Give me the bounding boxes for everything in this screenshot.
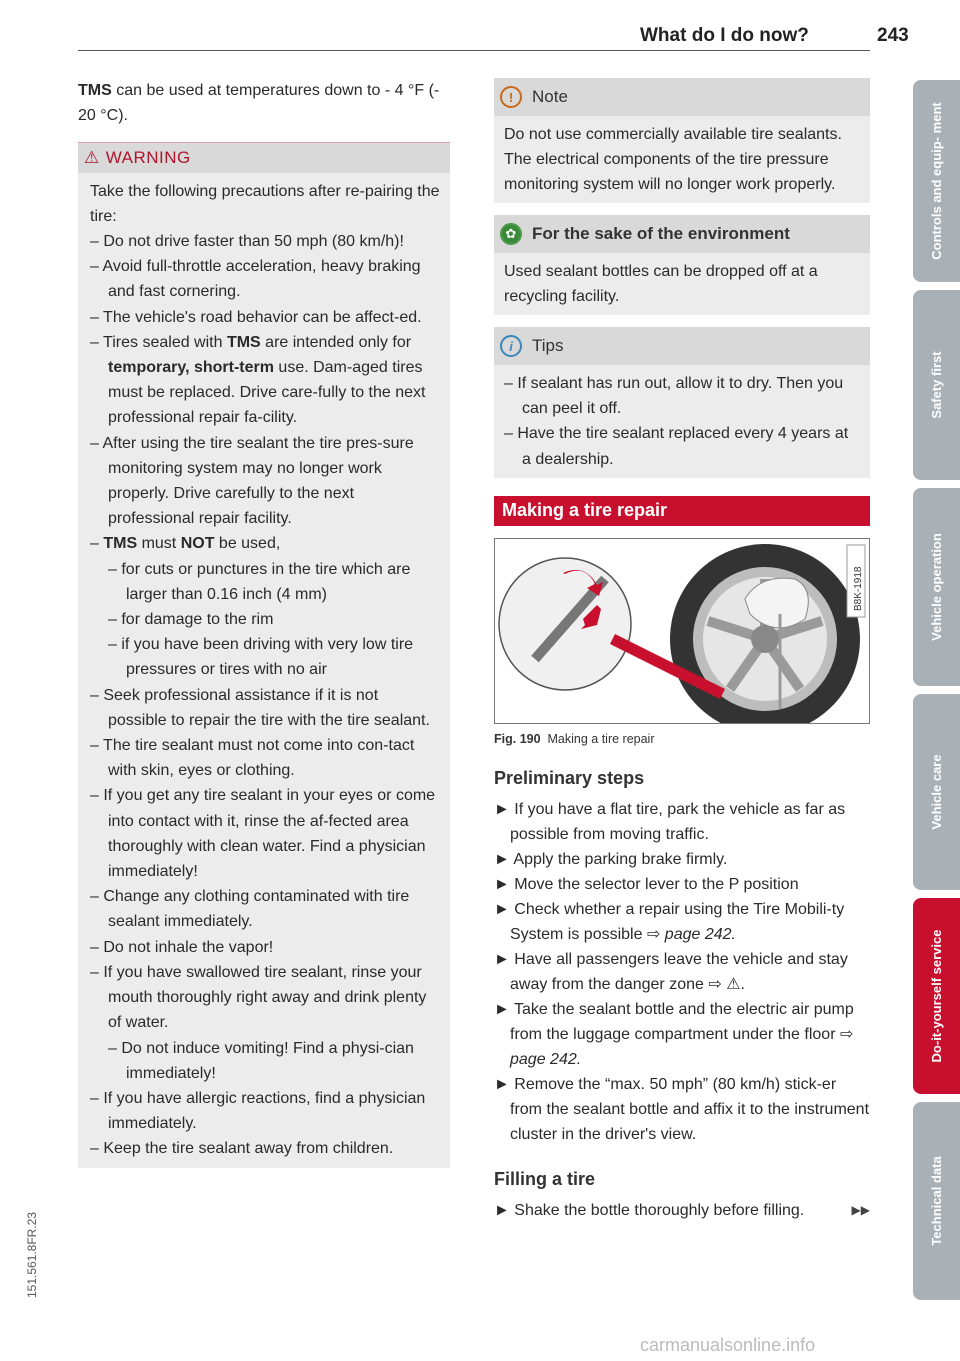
step-item: ► Take the sealant bottle and the electric air pump from the luggage compartment under the floor ⇨ page 242. — [494, 1000, 854, 1068]
page-reference-link[interactable]: ⇨ page 242. — [510, 1025, 854, 1068]
environment-body: Used sealant bottles can be dropped off at a recycling facility. — [504, 263, 818, 305]
step-item: ► Shake the bottle thoroughly before filling. ▶▶ — [494, 1198, 870, 1223]
warning-item: – The vehicle's road behavior can be affect-ed. — [90, 308, 422, 326]
hub — [751, 625, 779, 653]
document-code: 151.561.8FR.23 — [25, 1211, 39, 1299]
warning-item: – Seek professional assistance if it is not possible to repair the tire with the tire sealant. — [90, 686, 430, 729]
step-item: ► Apply the parking brake firmly. — [494, 850, 728, 868]
preliminary-steps-heading: Preliminary steps — [494, 767, 645, 788]
warning-item: – Keep the tire sealant away from children. — [90, 1140, 394, 1158]
warning-body — [78, 173, 450, 1168]
section-title: Making a tire repair — [494, 496, 870, 526]
tms-term: TMS — [78, 82, 112, 99]
warning-item: – Change any clothing contaminated with tire sealant immediately. — [90, 888, 410, 931]
running-header-title: What do I do now? — [640, 25, 809, 46]
warning-subitem: – for cuts or punctures in the tire which are larger than 0.16 inch (4 mm) — [108, 560, 411, 603]
page-number: 243 — [877, 25, 909, 46]
tips-body — [494, 365, 870, 478]
globe-icon: ✿ — [500, 223, 522, 245]
tire-repair-illustration — [495, 539, 869, 723]
left-column — [78, 78, 450, 1168]
warning-subitem: – for damage to the rim — [108, 611, 274, 629]
note-title: Note — [532, 87, 568, 106]
tab-vehicle-care[interactable]: Vehicle care — [913, 694, 960, 890]
tips-item: – If sealant has run out, allow it to dry. Then you can peel it off. — [504, 375, 844, 418]
warning-item: – TMS must NOT be used, — [90, 535, 281, 553]
warning-subitem: – Do not induce vomiting! Find a physi-cian immediately! — [108, 1039, 414, 1082]
step-item: ► Have all passengers leave the vehicle and stay away from the danger zone ⇨ ⚠. — [494, 950, 848, 993]
warning-triangle-icon: ⚠ — [84, 148, 100, 167]
page-reference-link[interactable]: ⇨ page 242. — [646, 925, 736, 943]
note-header — [494, 78, 870, 116]
warning-reference-link[interactable]: ⇨ ⚠. — [708, 975, 745, 993]
tab-safety-first[interactable]: Safety first — [913, 290, 960, 480]
intro-paragraph — [78, 78, 450, 128]
warning-item: – Do not inhale the vapor! — [90, 938, 274, 956]
tab-do-it-yourself-service[interactable]: Do-it-yourself service — [913, 898, 960, 1094]
right-column — [494, 78, 870, 1223]
warning-item: – If you get any tire sealant in your eyes or come into contact with it, rinse the af-fected area thoroughly with clean water. Find a physician immediately! — [90, 787, 436, 881]
warning-item: – Tires sealed with TMS are intended only for temporary, short-term use. Dam-aged tires must be replaced. Drive care-fully to the next professional repair fa-cility. — [90, 333, 426, 427]
filling-heading: Filling a tire — [494, 1168, 596, 1189]
warning-item: – After using the tire sealant the tire pres-sure monitoring system may no longer work properly. Drive carefully to the next professional repair facility. — [90, 434, 414, 528]
step-item: ► Check whether a repair using the Tire Mobili-ty System is possible ⇨ page 242. — [494, 900, 845, 943]
warning-item: – If you have allergic reactions, find a physician immediately. — [90, 1089, 426, 1133]
continue-arrow-icon: ▶▶ — [851, 1202, 870, 1217]
environment-box — [494, 215, 870, 315]
tab-controls-and-equipment[interactable]: Controls and equip- ment — [913, 80, 960, 282]
exclamation-icon: ! — [500, 86, 522, 108]
warning-item: – The tire sealant must not come into con-tact with skin, eyes or clothing. — [90, 737, 415, 780]
warning-item: – If you have swallowed tire sealant, rinse your mouth thoroughly right away and drink plenty of water. — [90, 963, 427, 1032]
figure-caption: Fig. 190 Making a tire repair — [494, 731, 655, 746]
warning-header — [78, 143, 450, 173]
tips-box — [494, 327, 870, 478]
warning-subitem: – if you have been driving with very low tire pressures or tires with no air — [108, 636, 414, 679]
info-icon: i — [500, 335, 522, 357]
step-item: ► Remove the “max. 50 mph” (80 km/h) stick-er from the sealant bottle and affix it to the instrument cluster in the driver's view. — [494, 1075, 870, 1143]
warning-item: – Avoid full-throttle acceleration, heavy braking and fast cornering. — [90, 258, 421, 301]
note-body: Do not use commercially available tire sealants. The electrical components of the tire pressure monitoring system will no longer work properly. — [504, 126, 842, 193]
figure-code: B8K-1918 — [853, 566, 864, 611]
watermark: carmanualsonline.info — [640, 1335, 816, 1355]
tab-vehicle-operation[interactable]: Vehicle operation — [913, 488, 960, 686]
chapter-tabs — [913, 80, 960, 1308]
step-item: ► If you have a flat tire, park the vehicle as far as possible from moving traffic. — [494, 800, 846, 843]
warning-box — [78, 142, 450, 1168]
tips-header — [494, 327, 870, 365]
header-rule — [78, 50, 870, 51]
warning-item: – Do not drive faster than 50 mph (80 km/h)! — [90, 233, 404, 250]
step-item: ► Move the selector lever to the P position — [494, 875, 799, 893]
intro-text: can be used at temperatures down to - 4 °F (- 20 °C). — [78, 82, 440, 124]
tips-title: Tips — [532, 336, 564, 355]
warning-title: WARNING — [105, 148, 191, 167]
note-box — [494, 78, 870, 203]
tire-repair-figure — [494, 538, 870, 724]
warning-intro: Take the following precautions after re-pairing the tire: — [90, 183, 440, 225]
tab-technical-data[interactable]: Technical data — [913, 1102, 960, 1300]
environment-header — [494, 215, 870, 253]
tips-item: – Have the tire sealant replaced every 4 years at a dealership. — [504, 425, 849, 468]
environment-title: For the sake of the environment — [532, 224, 790, 243]
